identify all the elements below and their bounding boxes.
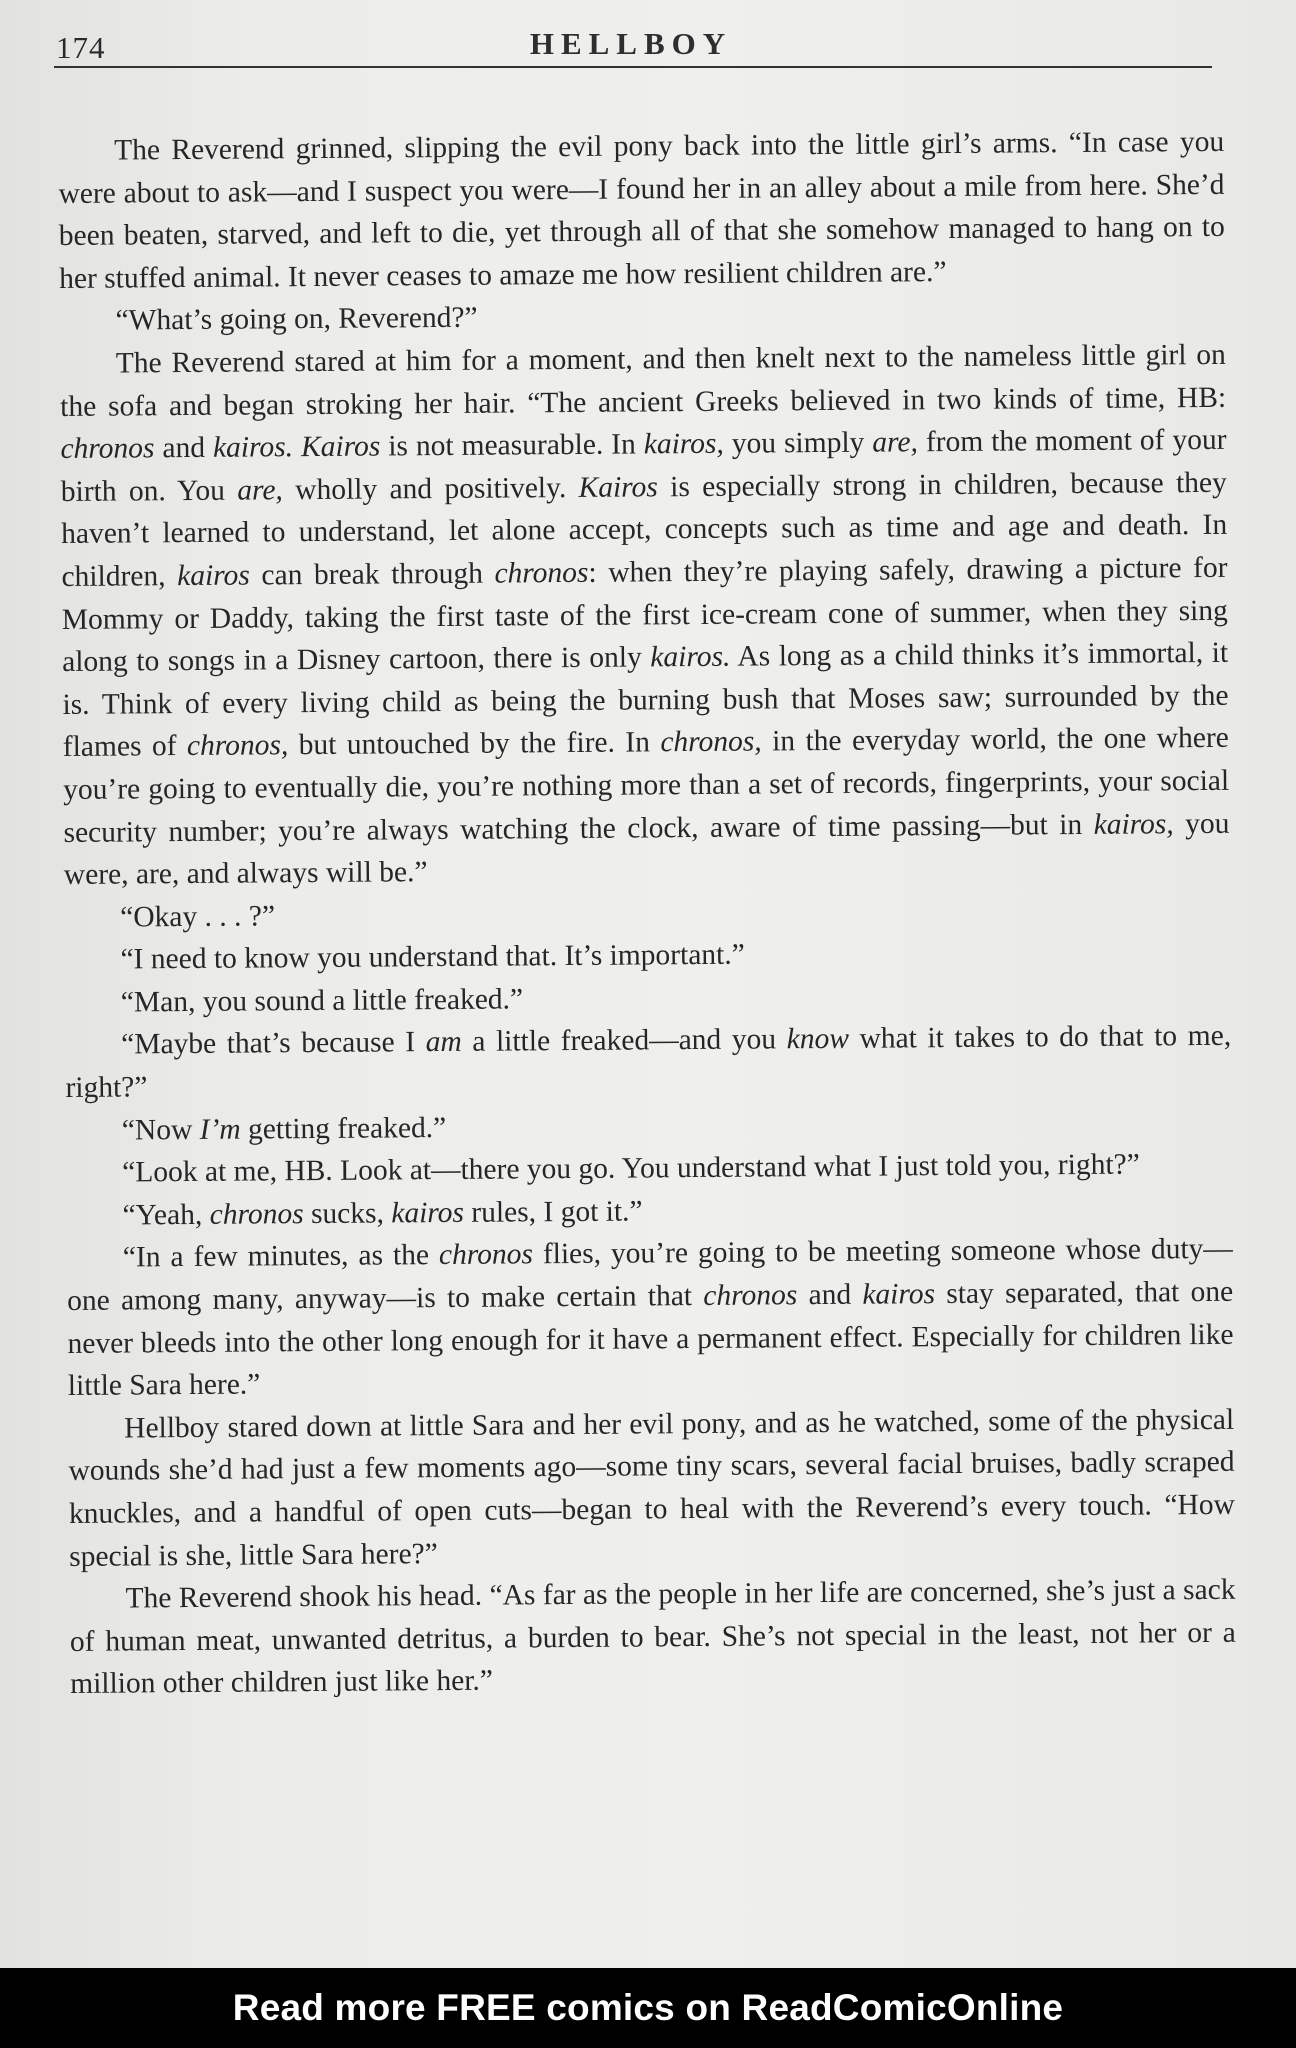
text-run: you were, are, and always will be.”: [63, 807, 1230, 892]
text-run: “Maybe that’s because I: [121, 1026, 426, 1062]
text-run: “What’s going on, Reverend?”: [115, 302, 478, 337]
text-run: The Reverend grinned, slipping the evil pony back into the little girl’s arms. “In case you were about to ask—and I suspect you were—I found her in an alley about a mile from here. She’d been beaten, starved, and left to die, yet through all of that she somehow managed to hang on to her stuffed animal. It never ceases to amaze me how resilient children are.”: [58, 125, 1225, 295]
text-run: : when they’re playing safely, drawing a picture for Mommy or Daddy, taking the first taste of the first ice-cream cone of summer, when they sing along to songs in a Disney cartoon, there is only: [61, 551, 1228, 679]
text-run: in the everyday world, the one where you’re going to eventually die, you’re nothing more than a set of records, fingerprints, your social security number; you’re always watching the clock, aware of time passing—but in: [63, 722, 1230, 849]
text-run: The Reverend stared at him for a moment, and then knelt next to the nameless little girl on the sofa and began stroking her hair. “The ancient Greeks believed in two kinds of time, HB:: [60, 338, 1227, 423]
paragraph: [67, 1228, 1234, 1408]
italic-text-run: chronos,: [660, 725, 762, 759]
text-run: you simply: [723, 426, 873, 460]
italic-text-run: chronos: [209, 1197, 304, 1231]
italic-text-run: kairos: [177, 559, 250, 593]
italic-text-run: chronos: [703, 1279, 798, 1312]
text-run: “Yeah,: [122, 1198, 210, 1232]
text-run: “Man, you sound a little freaked.”: [120, 983, 524, 1019]
text-run: what it takes to do that to me, right?”: [65, 1020, 1232, 1105]
page-header: [52, 24, 1210, 72]
text-run: “Okay . . . ?”: [120, 900, 276, 934]
text-run: [293, 431, 301, 463]
text-run: “In a few minutes, as the: [122, 1239, 440, 1274]
promo-banner[interactable]: [0, 1968, 1296, 2048]
italic-text-run: are,: [872, 426, 919, 459]
italic-text-run: am: [425, 1026, 462, 1059]
italic-text-run: chronos: [438, 1238, 534, 1272]
text-run: a little freaked—and you: [461, 1023, 787, 1059]
text-run: can break through: [249, 557, 495, 592]
italic-text-run: I’m: [199, 1113, 241, 1146]
text-run: stay separated, that one never bleeds into the other long enough for it have a permanent effect. Especially for children like little Sara here.”: [67, 1275, 1234, 1403]
promo-banner-text[interactable]: Read more FREE comics on ReadComicOnline: [232, 1987, 1064, 2028]
body-text: [58, 121, 1238, 1920]
text-run: “Look at me, HB. Look at—there you go. You understand what I just told you, right?”: [122, 1148, 1140, 1189]
paragraph: [60, 334, 1230, 897]
italic-text-run: Kairos: [578, 471, 658, 504]
running-title: HELLBOY: [529, 26, 733, 61]
text-run: Hellboy stared down at little Sara and her evil pony, and as he watched, some of the physical wounds she’d had just a few moments ago—some tiny scars, several facial bruises, badly scraped knuckles, and a handful of open cuts—began to heal with the Reverend’s every touch. “How special is she, little Sara here?”: [68, 1403, 1235, 1573]
text-run: “I need to know you understand that. It’s important.”: [120, 938, 745, 976]
italic-text-run: are,: [237, 473, 283, 507]
text-run: and: [797, 1278, 863, 1312]
paragraph: [68, 1399, 1235, 1579]
header-rule: [54, 66, 1212, 68]
text-run: rules, I got it.”: [463, 1195, 643, 1229]
text-run: is especially strong in children, because they haven’t learned to understand, let alone accept, concepts such as time and age and death. In children,: [61, 466, 1228, 593]
italic-text-run: kairos,: [1093, 807, 1174, 841]
text-run: wholly and positively.: [282, 471, 579, 506]
italic-text-run: kairos.: [212, 431, 294, 464]
italic-text-run: kairos,: [643, 427, 724, 461]
paragraph: [65, 1015, 1232, 1109]
italic-text-run: chronos,: [186, 729, 289, 763]
italic-text-run: kairos: [862, 1278, 936, 1311]
text-run: getting freaked.”: [240, 1111, 447, 1146]
text-run: sucks,: [303, 1197, 392, 1230]
text-run: flies, you’re going to be meeting someone whose duty—one among many, anyway—is to make certain that: [67, 1233, 1233, 1317]
italic-text-run: kairos.: [650, 640, 731, 674]
text-run: “Now: [121, 1113, 200, 1147]
italic-text-run: know: [786, 1023, 850, 1056]
text-run: The Reverend shook his head. “As far as the people in her life are concerned, she’s just a sack of human meat, unwanted detritus, a burden to bear. She’s not special in the least, not her or a million other children just like her.”: [69, 1573, 1236, 1701]
italic-text-run: kairos: [391, 1196, 465, 1230]
paragraph: [69, 1569, 1236, 1706]
italic-text-run: chronos: [494, 556, 589, 590]
text-run: but untouched by the fire. In: [288, 726, 661, 762]
text-run: and: [154, 431, 214, 465]
page-number: 174: [56, 30, 106, 65]
italic-text-run: chronos: [60, 432, 155, 466]
text-run: from the moment of your birth on. You: [60, 423, 1227, 508]
paragraph: [58, 121, 1225, 301]
italic-text-run: Kairos: [300, 430, 381, 464]
text-run: As long as a child thinks it’s immortal, it is. Think of every living child as being the burning bush that Moses saw; surrounded by the flames of: [62, 636, 1229, 764]
text-run: is not measurable. In: [380, 428, 644, 463]
